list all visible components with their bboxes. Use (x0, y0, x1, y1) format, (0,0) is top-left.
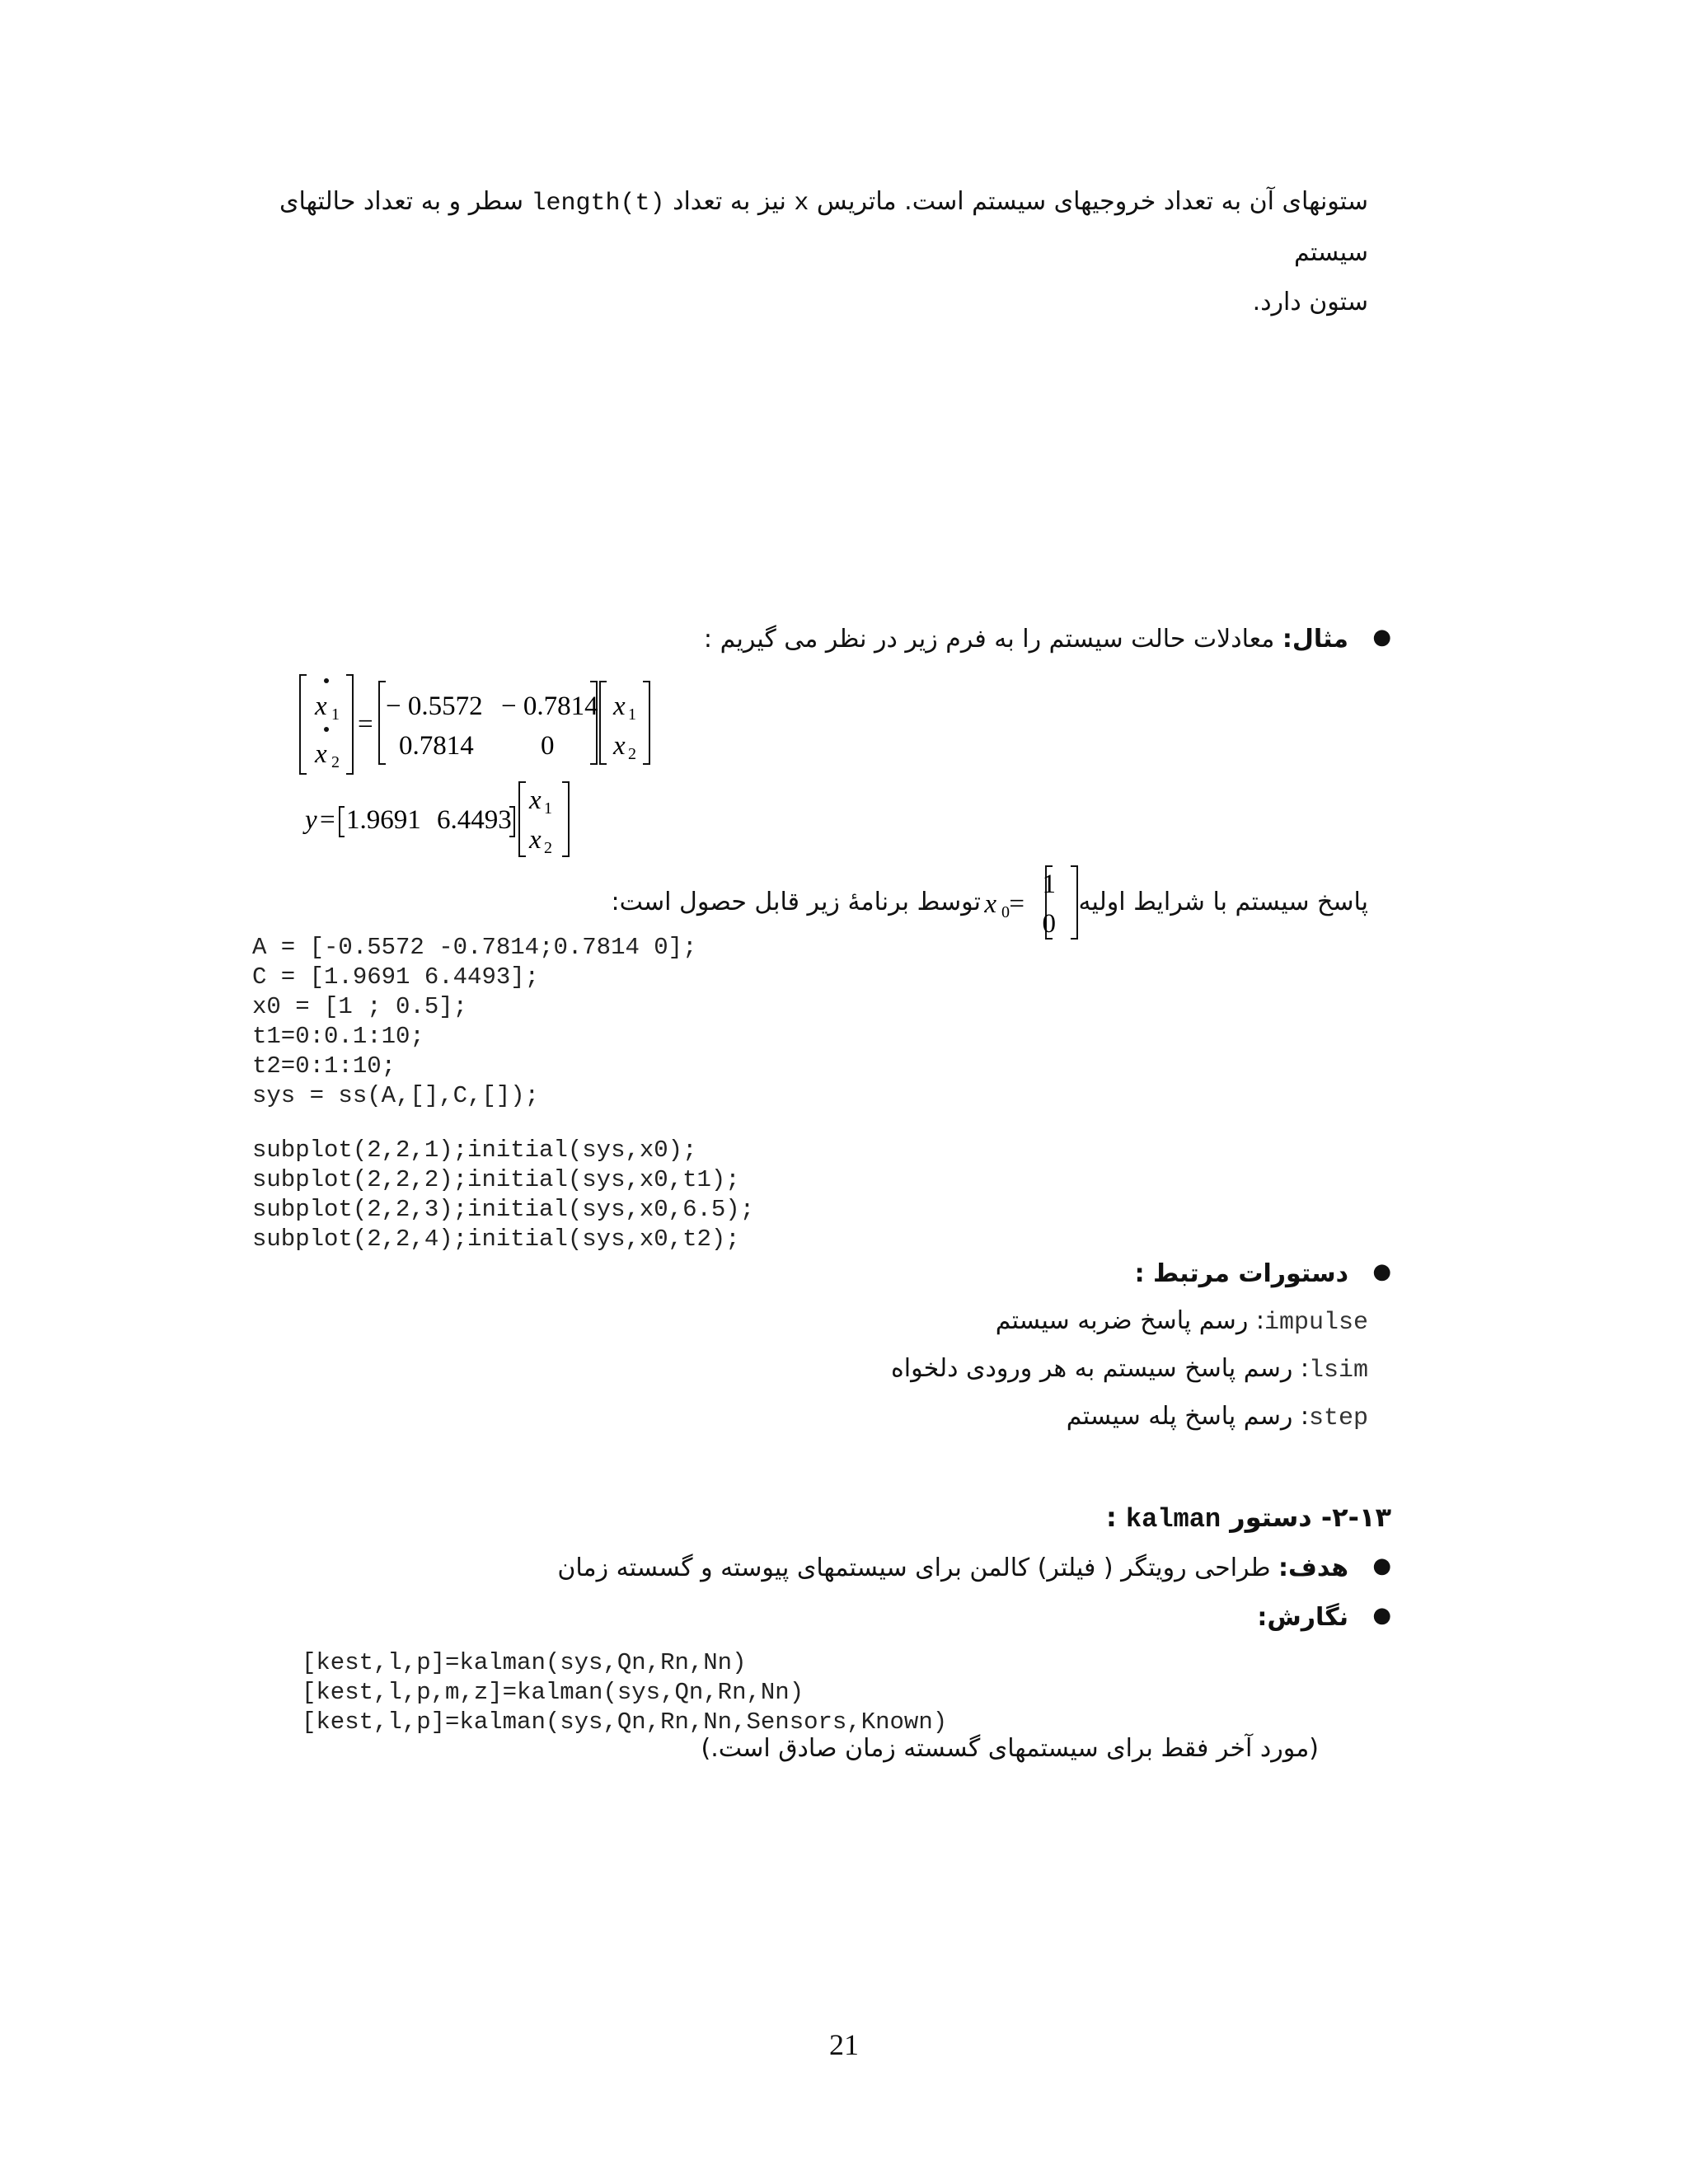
equals: = (358, 710, 373, 739)
section-number: ۲-۱۳- دستور (1230, 1502, 1391, 1533)
c-2: 6.4493 (437, 805, 512, 835)
related-item: step: رسم پاسخ پله سیستم (1066, 1402, 1368, 1432)
related-desc: رسم پاسخ ضربه سیستم (995, 1306, 1249, 1335)
example-text: معادلات حالت سیستم را به فرم زیر در نظر می گیریم : (703, 625, 1282, 654)
xdot1: x (315, 691, 327, 721)
initial-condition-vector (984, 863, 1084, 942)
goal-text: طراحی رویتگر ( فیلتر) کالمن برای سیستمهای پیوسته و گسسته زمان (557, 1554, 1279, 1582)
xdot2: x (315, 739, 327, 769)
example-line (704, 625, 1391, 654)
note: (مورد آخر فقط برای سیستمهای گسسته زمان صادق است.) (701, 1734, 1319, 1763)
x1: x (613, 691, 626, 721)
inline-code-length: length(t) (531, 190, 665, 218)
bullet-icon: ● (1372, 1259, 1391, 1284)
sub: 0 (1001, 903, 1010, 921)
matrix-a-12: − 0.7814 (501, 691, 598, 721)
section-colon: : (1105, 1502, 1117, 1533)
syntax-bullet (237, 1603, 1391, 1644)
output-equation (297, 779, 593, 861)
response-text-1: پاسخ سیستم با شرایط اولیه (1078, 888, 1368, 916)
sub: 1 (628, 705, 636, 724)
x2: x (613, 731, 626, 761)
intro-line-2: ستون دارد. (1252, 288, 1368, 316)
bullet-icon: ● (1372, 1554, 1391, 1578)
x2: x (529, 825, 542, 855)
state-equation (297, 672, 676, 779)
response-text-2: توسط برنامهٔ زیر قابل حصول است: (611, 888, 981, 916)
page-number: 21 (829, 2028, 859, 2061)
section-heading (237, 1502, 1391, 1535)
related-cmd: step (1308, 1404, 1368, 1432)
related-item: impulse: رسم پاسخ ضربه سیستم (995, 1306, 1368, 1337)
sub: 2 (544, 839, 552, 857)
related-desc: رسم پاسخ پله سیستم (1066, 1402, 1293, 1431)
intro-text: سطر و به تعداد حالتهای سیستم (279, 187, 1368, 267)
example-label: مثال: (1282, 625, 1348, 654)
related-item: lsim: رسم پاسخ سیستم به هر ورودی دلخواه (891, 1354, 1368, 1385)
x1: x (529, 785, 542, 815)
bullet-icon: ● (1372, 1603, 1391, 1628)
goal-label: هدف: (1278, 1554, 1348, 1582)
intro-line-1 (231, 177, 1368, 278)
x0: x (984, 889, 996, 919)
svg-text:=: = (1009, 889, 1025, 919)
code-block-kalman: [kest,l,p]=kalman(sys,Qn,Rn,Nn) [kest,l,p,m,z]=kalman(sys,Qn,Rn,Nn) [kest,l,p]=kalman(sys,Qn,Rn,Nn,Sensors,Known) (302, 1649, 948, 1736)
related-desc: رسم پاسخ سیستم به هر ورودی دلخواه (891, 1354, 1293, 1383)
matrix-a-21: 0.7814 (399, 731, 474, 761)
matrix-a-22: 0 (541, 731, 555, 761)
related-bullet (237, 1259, 1391, 1301)
intro-text: نیز به تعداد (664, 187, 795, 216)
sub: 2 (331, 753, 340, 771)
related-cmd: impulse (1264, 1309, 1368, 1337)
syntax-label: نگارش: (1257, 1603, 1348, 1632)
related-list (214, 1306, 1368, 1450)
matrix-a-11: − 0.5572 (386, 691, 483, 721)
related-cmd: lsim (1308, 1357, 1368, 1385)
example-bullet (237, 625, 1391, 666)
sub: 1 (544, 799, 552, 818)
code-block-subplots: subplot(2,2,1);initial(sys,x0); subplot(2,2,2);initial(sys,x0,t1); subplot(2,2,3);initial(sys,x0,6.5); subplot(2,2,4);initial(sys,x0,t2); (252, 1137, 755, 1253)
x0-1: 1 (1042, 869, 1056, 899)
inline-code-x: x (794, 190, 809, 218)
sub: 2 (628, 745, 636, 763)
code-block-setup: A = [-0.5572 -0.7814;0.7814 0]; C = [1.9691 6.4493]; x0 = [1 ; 0.5]; t1=0:0.1:10; t2=0:1:10; sys = ss(A,[],C,[]); (252, 934, 697, 1109)
intro-text: ستونهای آن به تعداد خروجیهای سیستم است. ماتریس (809, 187, 1368, 216)
related-heading: دستورات مرتبط : (1134, 1259, 1348, 1288)
c-1: 1.9691 (346, 805, 421, 835)
y: y (305, 805, 317, 835)
goal-bullet (237, 1554, 1391, 1595)
x0-2: 0 (1042, 909, 1056, 939)
sub: 1 (331, 705, 340, 724)
intro-paragraph (231, 177, 1368, 327)
section-cmd: kalman (1125, 1504, 1221, 1535)
bullet-icon: ● (1372, 625, 1391, 649)
equals: = (320, 805, 335, 835)
